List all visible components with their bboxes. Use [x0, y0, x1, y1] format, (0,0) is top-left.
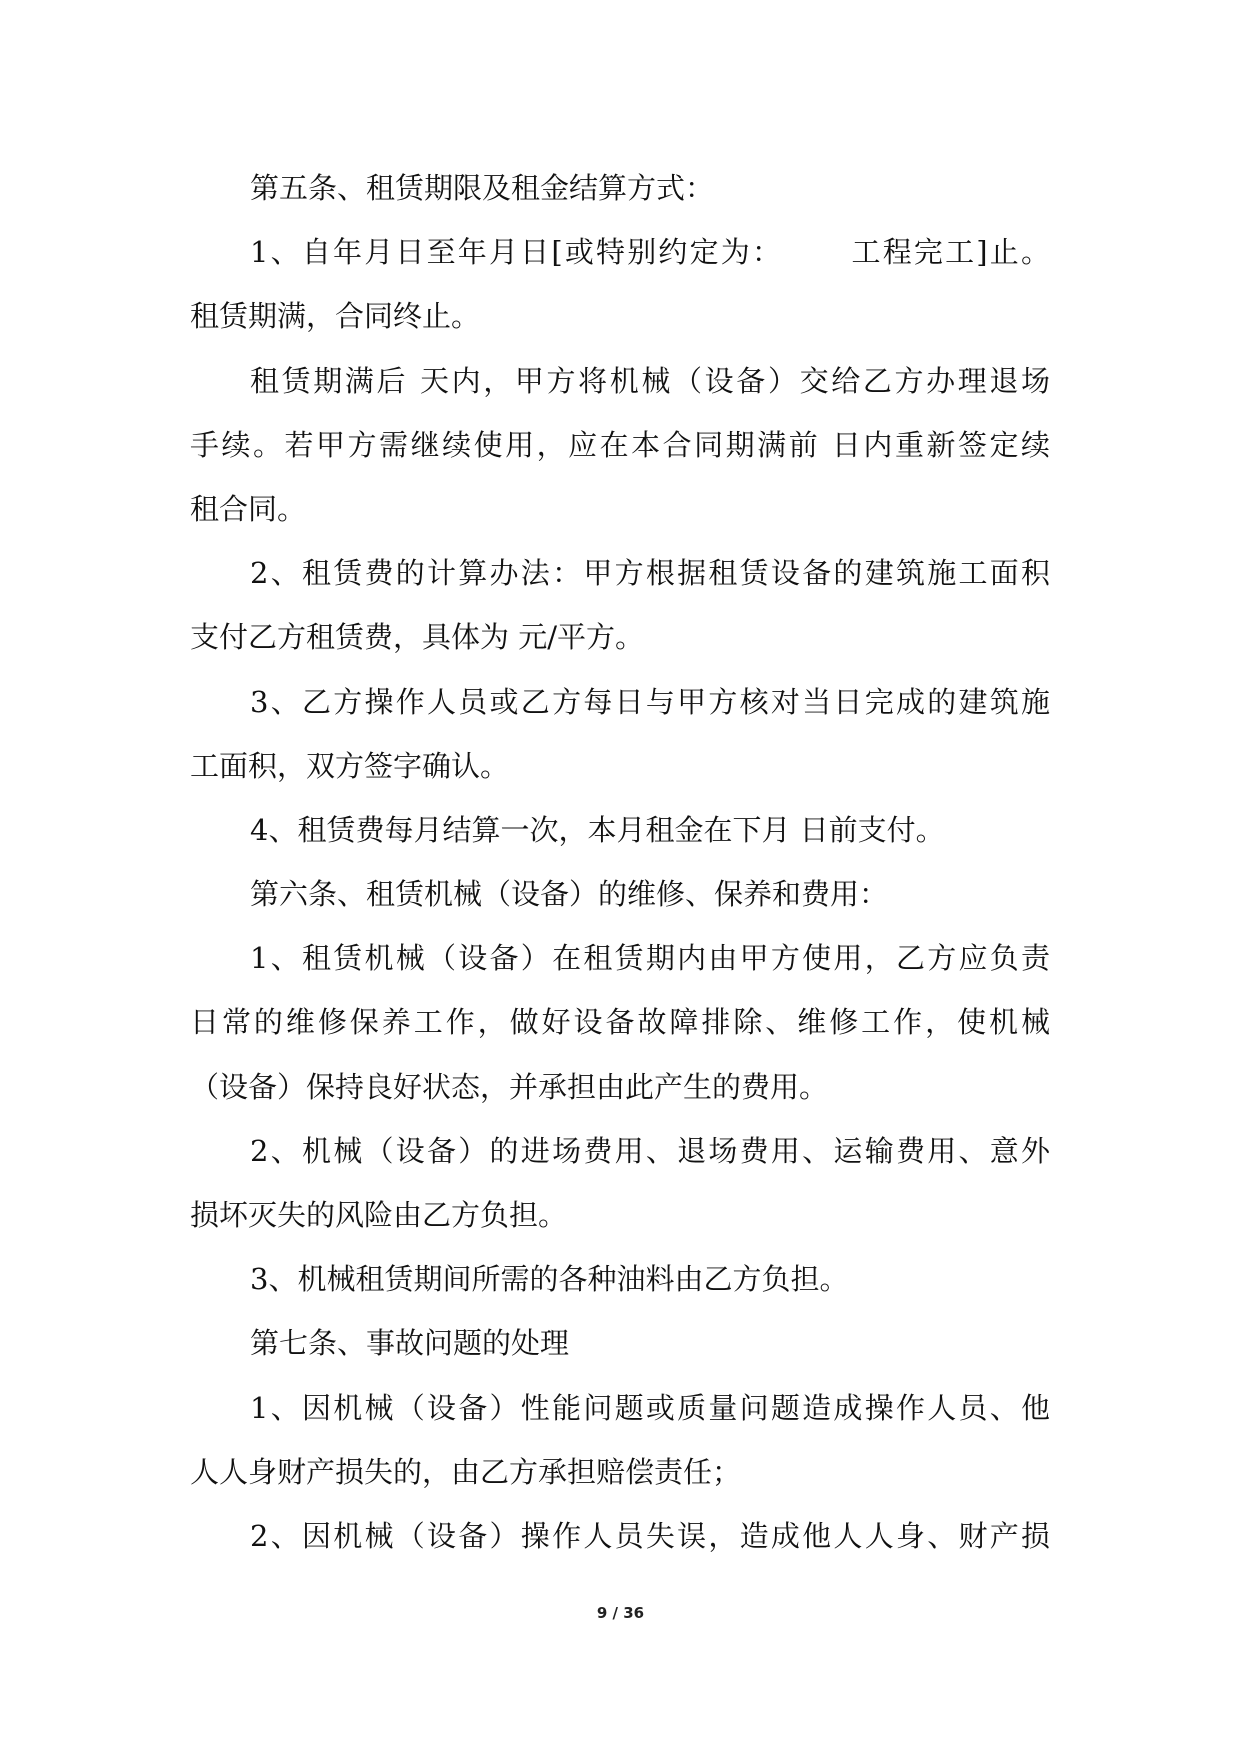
text-line: 2、机械（设备）的进场费用、退场费用、运输费用、意外: [250, 1133, 1050, 1168]
text-line: 第六条、租赁机械（设备）的维修、保养和费用：: [250, 877, 889, 912]
text-line: 4、租赁费每月结算一次，本月租金在下月 日前支付。: [250, 812, 945, 847]
text-line: （设备）保持良好状态，并承担由此产生的费用。: [190, 1069, 829, 1104]
text-line: 人人身财产损失的，由乙方承担赔偿责任；: [190, 1454, 742, 1489]
text-line: 租合同。: [190, 491, 307, 526]
text-line: 2、因机械（设备）操作人员失误，造成他人人身、财产损: [250, 1518, 1050, 1553]
text-line: 租赁期满，合同终止。: [190, 299, 481, 334]
text-line: 1、自年月日至年月日[或特别约定为： 工程完工]止。: [250, 235, 1050, 270]
text-line: 工面积，双方签字确认。: [190, 748, 510, 783]
text-line: 2、租赁费的计算办法：甲方根据租赁设备的建筑施工面积: [250, 556, 1050, 591]
text-line: 第五条、租赁期限及租金结算方式：: [250, 171, 715, 205]
text-line: 第七条、事故问题的处理: [250, 1326, 570, 1361]
text-line: 3、机械租赁期间所需的各种油料由乙方负担。: [250, 1262, 849, 1297]
text-line: 支付乙方租赁费，具体为 元/平方。: [190, 620, 644, 655]
document-body: [190, 156, 1050, 1568]
text-line: 1、因机械（设备）性能问题或质量问题造成操作人员、他: [250, 1390, 1050, 1425]
text-line: 租赁期满后 天内，甲方将机械（设备）交给乙方办理退场: [250, 363, 1050, 398]
page-number: 9 / 36: [596, 1604, 645, 1622]
text-line: 日常的维修保养工作，做好设备故障排除、维修工作，使机械: [190, 1005, 1050, 1040]
text-line: 3、乙方操作人员或乙方每日与甲方核对当日完成的建筑施: [250, 684, 1050, 719]
text-line: 手续。若甲方需继续使用，应在本合同期满前 日内重新签定续: [190, 427, 1050, 462]
text-line: 损坏灭失的风险由乙方负担。: [190, 1198, 568, 1232]
text-line: 1、租赁机械（设备）在租赁期内由甲方使用，乙方应负责: [250, 941, 1050, 976]
